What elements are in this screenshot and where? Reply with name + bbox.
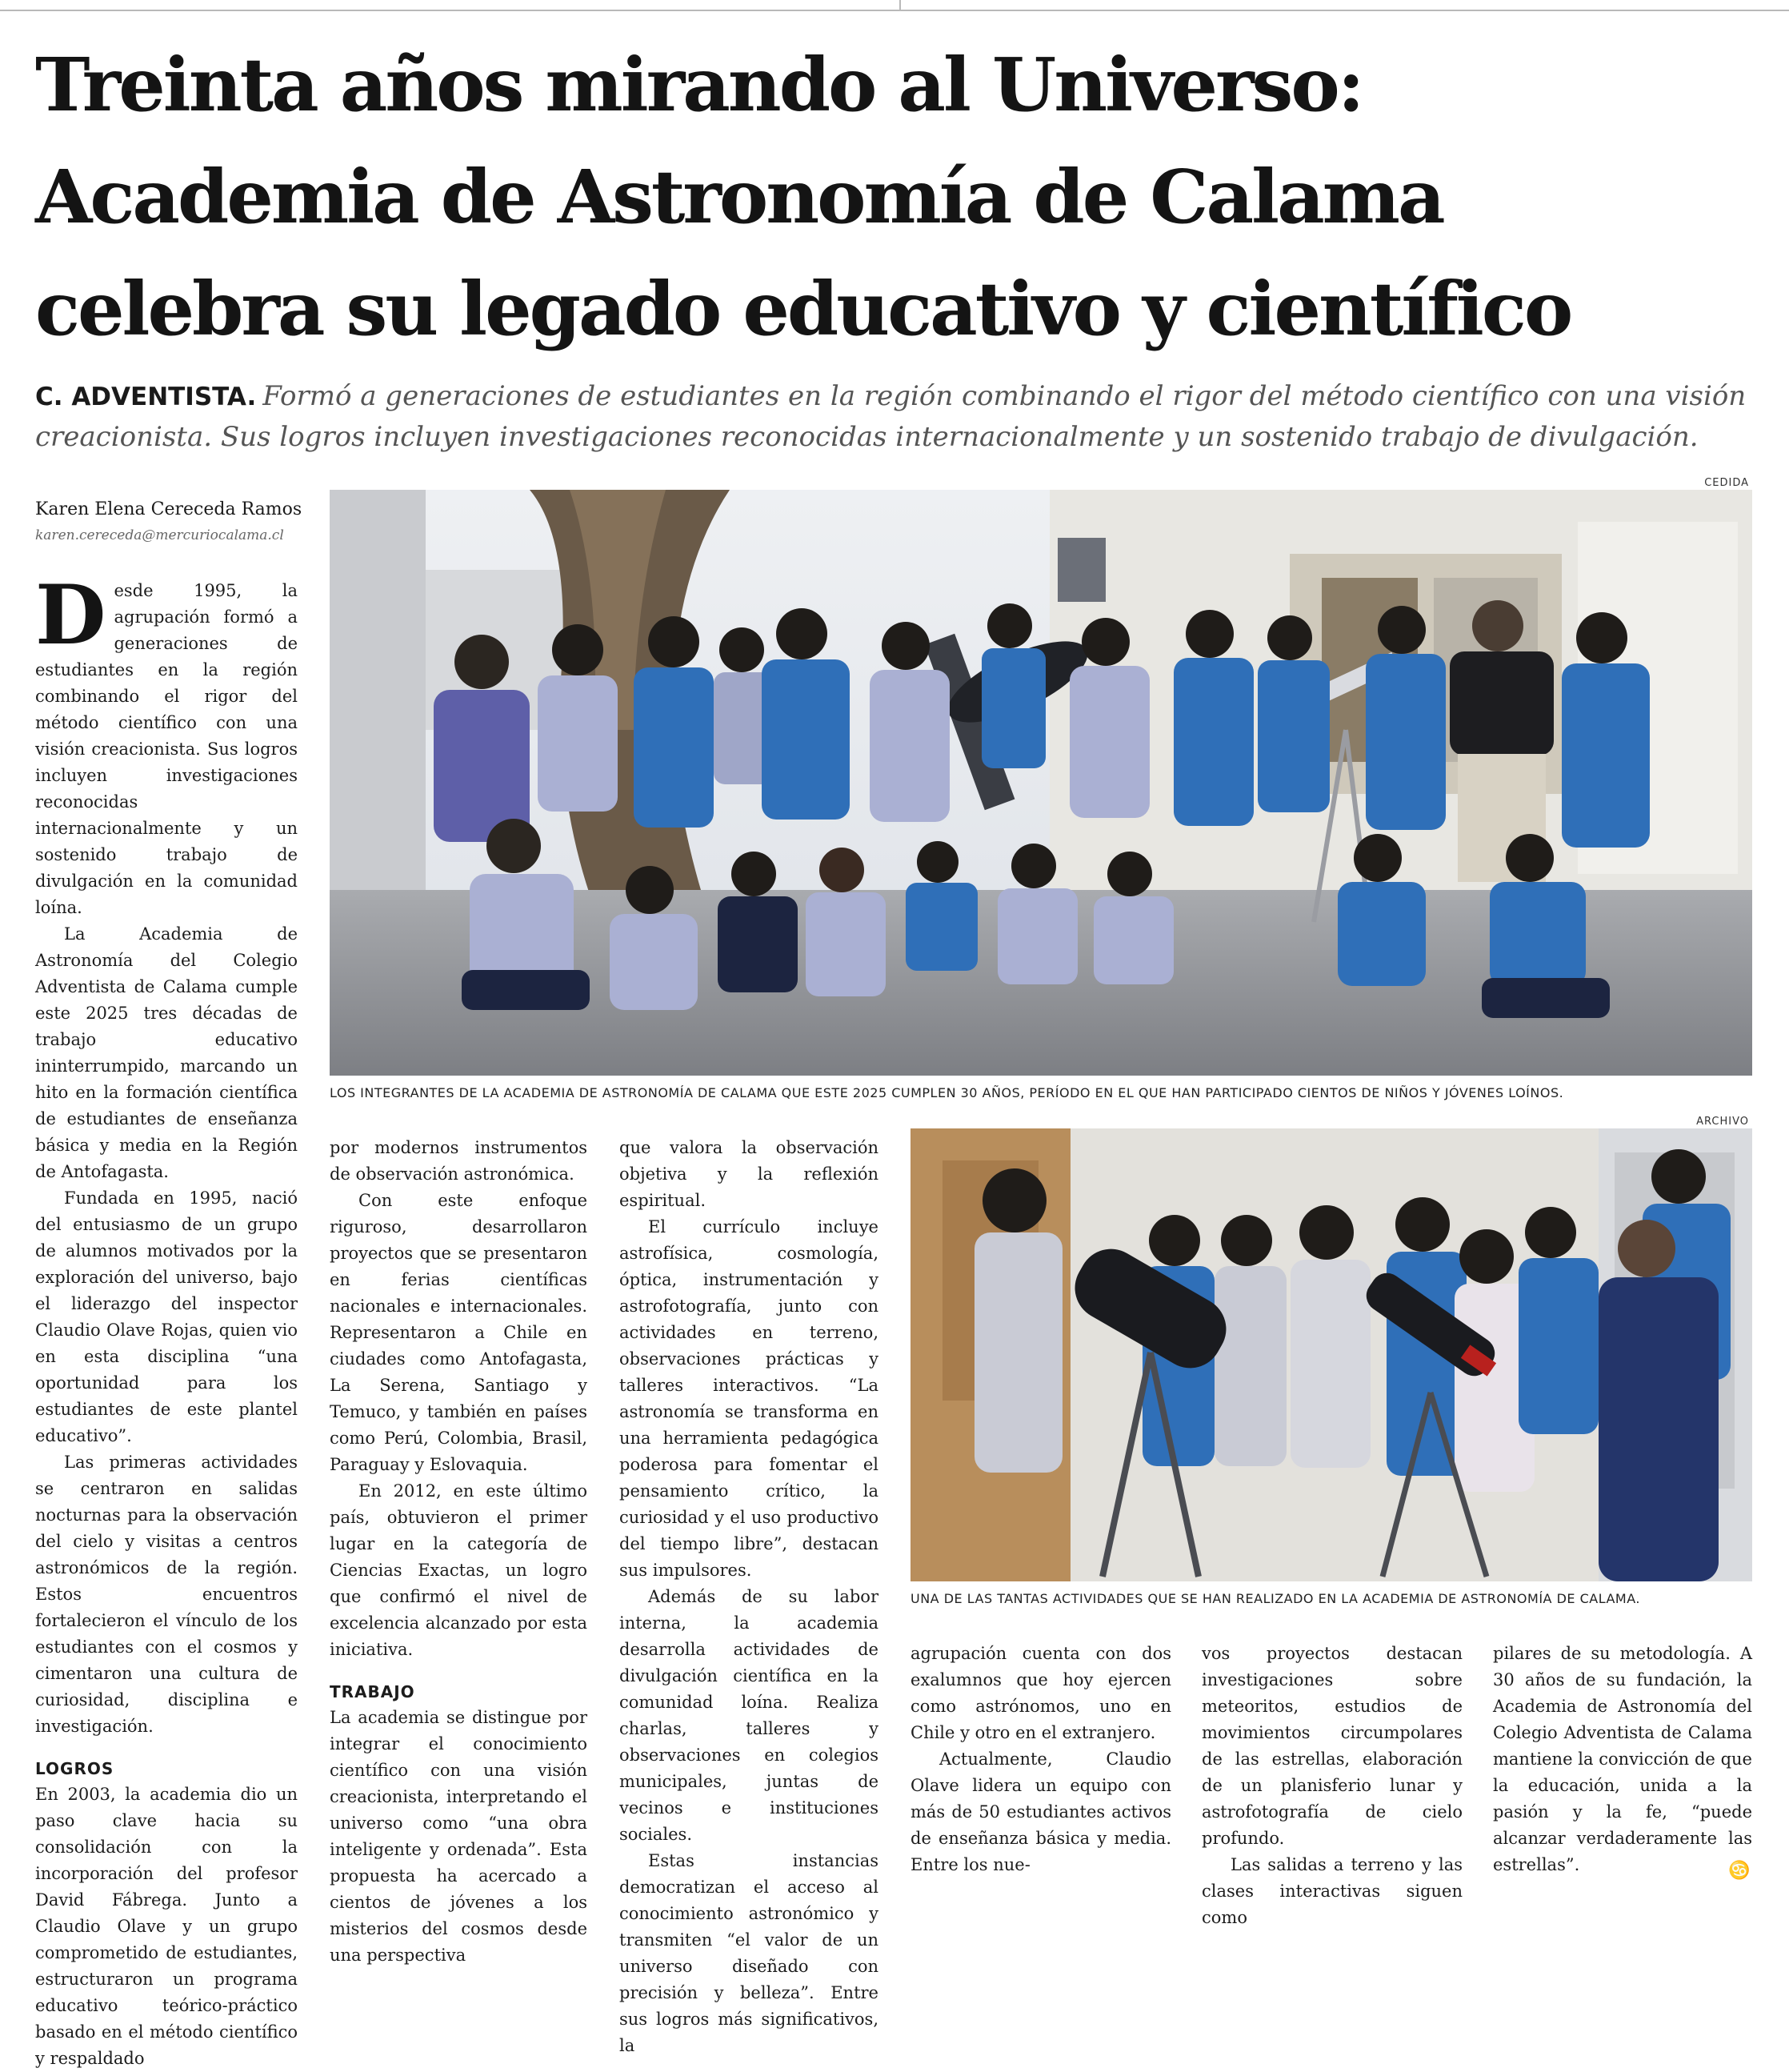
paragraph: La Academia de Astronomía del Colegio Adventista de Calama cumple este 2025 tres décadas de trabajo educativo ininterrumpido, marcando un hito en la formación científica de estudiantes de enseñanza básica y media en la Región de Antofagasta.	[35, 924, 298, 1181]
column-3	[619, 1135, 878, 2059]
column-2	[330, 1135, 587, 1969]
subhead-trabajo: TRABAJO	[330, 1682, 415, 1701]
column-1	[35, 567, 298, 2072]
lead-paragraph-text: esde 1995, la agrupación formó a generaciones de estudiantes en la región combinando el rigor del método científico con una visión creacionista. Sus logros incluyen investigaciones reconocidas internacionalmente y un sostenido trabajo de divulgación en la comunidad loína.	[35, 581, 298, 917]
dropcap: D	[35, 567, 106, 663]
paragraph: Además de su labor interna, la academia desarrolla actividades de divulgación científica en la comunidad loína. Realiza charlas, talleres y observaciones en colegios municipales, juntas de vecinos e instituciones sociales.	[619, 1587, 878, 1844]
paragraph: En 2012, en este último país, obtuvieron el primer lugar en la categoría de Ciencias Exactas, un logro que confirmó el nivel de excelencia alcanzado por esta iniciativa.	[330, 1481, 587, 1659]
deck-text: Formó a generaciones de estudiantes en la región combinando el rigor del método científico con una visión creacionista. Sus logros incluyen investigaciones reconocidas internacionalmente y un sostenido trabajo de divulgación.	[35, 380, 1747, 453]
end-mark: ♋	[1728, 1861, 1751, 1881]
top-photo-credit: CEDIDA	[1704, 477, 1749, 489]
deck	[35, 376, 1755, 457]
headline	[35, 29, 1779, 365]
page-top-rule	[0, 0, 1789, 11]
activity-photo-illustration	[911, 1128, 1752, 1581]
top-photo-caption: LOS INTEGRANTES DE LA ACADEMIA DE ASTRONOMÍA DE CALAMA QUE ESTE 2025 CUMPLEN 30 AÑOS, PERÍODO EN EL QUE HAN PARTICIPADO CIENTOS DE NIÑOS Y JÓVENES LOÍNOS.	[330, 1085, 1564, 1100]
bottom-photo-credit: ARCHIVO	[1696, 1116, 1749, 1128]
paragraph: por modernos instrumentos de observación astronómica.	[330, 1138, 587, 1184]
subhead-logros: LOGROS	[35, 1759, 114, 1778]
kicker: C. ADVENTISTA.	[35, 383, 257, 411]
paragraph: En 2003, la academia dio un paso clave hacia su consolidación con la incorporación del profesor David Fábrega. Junto a Claudio Olave y un grupo comprometido de estudiantes, estructuraron un programa educativo teórico-práctico basado en el método científico y respaldado	[35, 1785, 298, 2068]
headline-line-2: Academia de Astronomía de Calama	[35, 154, 1443, 240]
paragraph: vos proyectos destacan investigaciones sobre meteoritos, estudios de movimientos circumpolares de las estrellas, elaboración de un planisferio lunar y astrofotografía de cielo profundo.	[1202, 1644, 1463, 1848]
lead-paragraph	[35, 567, 298, 921]
paragraph: Estas instancias democratizan el acceso al conocimiento astronómico y transmiten “el valor de un universo diseñado con precisión y belleza”. Entre sus logros más significativos, la	[619, 1851, 878, 2055]
paragraph: Actualmente, Claudio Olave lidera un equipo con más de 50 estudiantes activos de enseñanza básica y media. Entre los nue-	[911, 1749, 1171, 1874]
paragraph: Fundada en 1995, nació del entusiasmo de un grupo de alumnos motivados por la exploración del universo, bajo el liderazgo del inspector Claudio Olave Rojas, quien vio en esta disciplina “una oportunidad para los estudiantes de este plantel educativo”.	[35, 1188, 298, 1445]
paragraph: Con este enfoque riguroso, desarrollaron proyectos que se presentaron en ferias científicas nacionales e internacionales. Representaron a Chile en ciudades como Antofagasta, La Serena, Santiago y Temuco, y también en países como Perú, Colombia, Brasil, Paraguay y Eslovaquia.	[330, 1191, 587, 1474]
bottom-photo-caption: UNA DE LAS TANTAS ACTIVIDADES QUE SE HAN REALIZADO EN LA ACADEMIA DE ASTRONOMÍA DE CALAMA.	[911, 1591, 1640, 1606]
activity-photo	[911, 1128, 1752, 1581]
column-4	[911, 1641, 1171, 1878]
paragraph: pilares de su metodología. A 30 años de su fundación, la Academia de Astronomía del Colegio Adventista de Calama mantiene la convicción de que la educación, unida a la pasión y la fe, “puede alcanzar verdaderamente las estrellas”.	[1493, 1644, 1752, 1874]
paragraph: El currículo incluye astrofísica, cosmología, óptica, instrumentación y astrofotografía, junto con actividades en terreno, observaciones prácticas y talleres interactivos. “La astronomía se transforma en una herramienta pedagógica poderosa para fomentar el pensamiento crítico, la curiosidad y el uso productivo del tiempo libre”, destacan sus impulsores.	[619, 1217, 878, 1580]
author-name: Karen Elena Cereceda Ramos	[35, 499, 302, 519]
paragraph: agrupación cuenta con dos exalumnos que hoy ejercen como astrónomos, uno en Chile y otro en el extranjero.	[911, 1644, 1171, 1742]
author-email[interactable]: karen.cereceda@mercuriocalama.cl	[35, 527, 284, 543]
group-photo-illustration	[330, 490, 1752, 1076]
column-5	[1202, 1641, 1463, 1931]
paragraph: Las salidas a terreno y las clases interactivas siguen como	[1202, 1855, 1463, 1927]
byline	[35, 496, 307, 547]
paragraph: Las primeras actividades se centraron en salidas nocturnas para la observación del cielo y visitas a centros astronómicos de la región. Estos encuentros fortalecieron el vínculo de los estudiantes con el cosmos y cimentaron una cultura de curiosidad, disciplina e investigación.	[35, 1453, 298, 1736]
paragraph: que valora la observación objetiva y la reflexión espiritual.	[619, 1138, 878, 1210]
headline-line-1: Treinta años mirando al Universo:	[35, 42, 1363, 128]
column-6	[1493, 1641, 1752, 1878]
paragraph: La academia se distingue por integrar el conocimiento científico con una visión creacionista, interpretando el universo como “una obra inteligente y ordenada”. Esta propuesta ha acercado a cientos de jóvenes a los misterios del cosmos desde una perspectiva	[330, 1708, 587, 1965]
column-tick	[899, 0, 901, 11]
group-photo	[330, 490, 1752, 1076]
headline-line-3: celebra su legado educativo y científico	[35, 266, 1571, 352]
